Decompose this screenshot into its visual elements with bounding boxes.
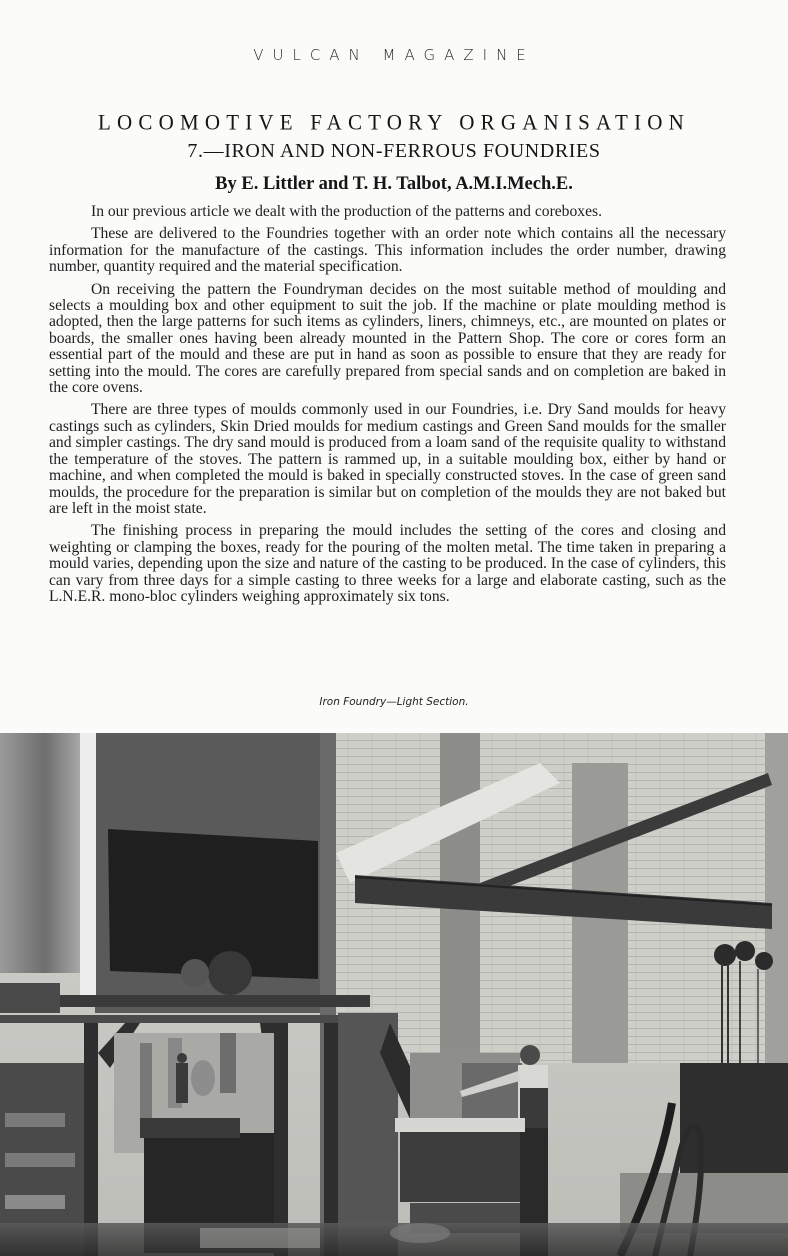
figure-caption: Iron Foundry—Light Section.: [319, 696, 469, 708]
running-head: VULCAN MAGAZINE: [253, 46, 535, 64]
paragraph: In our previous article we dealt with the production of the patterns and coreboxes.: [91, 203, 602, 220]
article-byline: By E. Littler and T. H. Talbot, A.M.I.Mech.E.: [215, 174, 573, 194]
article-title: LOCOMOTIVE FACTORY ORGANISATION: [98, 109, 690, 135]
article-subtitle: 7.—IRON AND NON-FERROUS FOUNDRIES: [187, 140, 601, 162]
article-body: [49, 204, 726, 611]
paragraph: These are delivered to the Foundries together with an order note which contains all the necessary information for the manufacture of the castings. This information includes the order number, drawing number, quantity required and the material specification.: [49, 225, 726, 276]
paragraph: There are three types of moulds commonly used in our Foundries, i.e. Dry Sand moulds for heavy castings such as cylinders, Skin Dried moulds for medium castings and Green Sand moulds for the smaller and simpler castings. The dry sand mould is produced from a loam sand of the requisite quality to withstand the temperature of the stoves. The pattern is rammed up, in a suitable moulding box, either by hand or machine, and when completed the mould is baked in specially constructed stoves. In the case of green sand moulds, the procedure for the preparation is similar but on completion of the moulds they are not baked but are left in the moist state.: [49, 401, 726, 517]
paragraph: The finishing process in preparing the mould includes the setting of the cores and closing and weighting or clamping the boxes, ready for the pouring of the molten metal. The time taken in preparing a mould varies, depending upon the size and nature of the casting to be produced. In the case of cylinders, this can vary from three days for a simple casting to three weeks for a large and elaborate casting, such as the L.N.E.R. mono-bloc cylinders weighing approximately six tons.: [49, 522, 726, 605]
foundry-photograph: [0, 733, 788, 1256]
paragraph: On receiving the pattern the Foundryman decides on the most suitable method of moulding and selects a moulding box and other equipment to suit the job. If the machine or plate moulding method is adopted, then the large patterns for such items as cylinders, liners, chimneys, etc., are mounted on plates or boards, the smaller ones having been already mounted in the Pattern Shop. The core or cores form an essential part of the mould and these are put in hand as soon as possible to ensure that they are ready for setting into the mould. The cores are carefully prepared from special sands and on completion are baked in the core ovens.: [49, 280, 726, 397]
photo-illustration: [0, 733, 788, 1256]
